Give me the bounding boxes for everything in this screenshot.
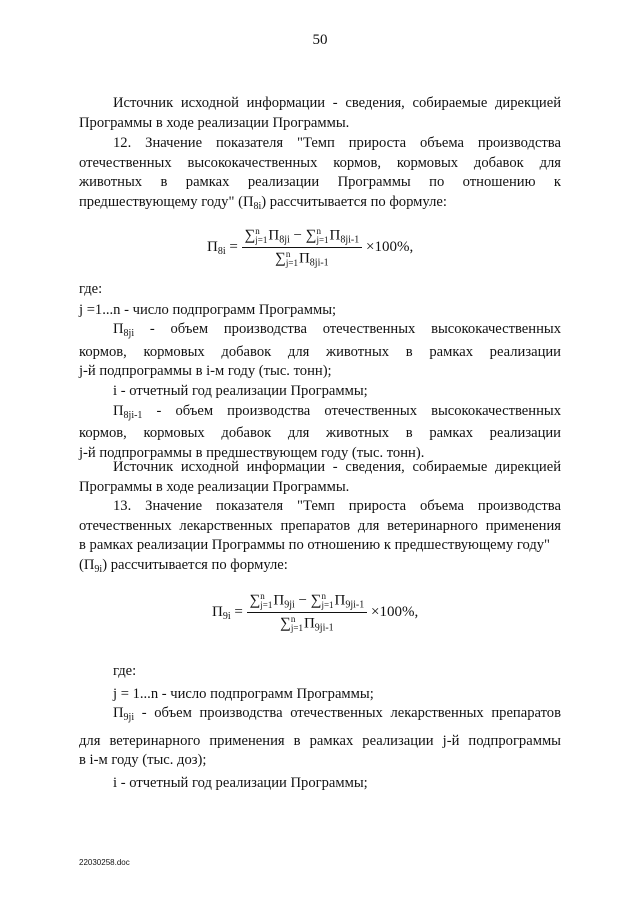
text-line: [79, 193, 561, 213]
formula-equals: =: [234, 603, 243, 620]
def-line: [79, 704, 561, 724]
symbol: П: [83, 556, 95, 573]
def-line: j-й подпрограммы в i-м году (тыс. тонн);: [79, 363, 332, 380]
sum-limits: [286, 250, 298, 268]
text-fragment: - объем производства отечественных высококачественных: [142, 402, 561, 419]
text-line: Источник исходной информации - сведения, собираемые дирекцией: [113, 459, 561, 475]
sum-lower: j=1: [321, 600, 334, 610]
sum-limits: [255, 227, 267, 245]
symbol: П: [113, 321, 124, 338]
minus-sign: −: [294, 592, 311, 609]
formula-denominator: [242, 248, 363, 268]
sum-limits: [321, 592, 333, 610]
def-line: в i-м году (тыс. доз);: [79, 752, 207, 769]
symbol: П: [113, 705, 124, 722]
formula-symbol: П: [303, 615, 315, 632]
sum-upper: n: [290, 614, 296, 624]
formula-lhs: [212, 604, 231, 620]
text-fragment: ) рассчитывается по формуле:: [261, 193, 447, 210]
formula-fraction: [247, 592, 368, 633]
sum-sign: ∑: [275, 250, 286, 267]
source-paragraph-2: [79, 458, 561, 497]
file-name-footer: 22030258.doc: [79, 858, 130, 867]
formula-subscript: 8i: [217, 245, 226, 257]
formula-subscript: 9ji: [284, 599, 295, 611]
formula-symbol: П: [207, 238, 218, 255]
formula-symbol: П: [212, 603, 223, 620]
symbol-subscript: 8ji-1: [123, 409, 143, 421]
sum-limits: [316, 227, 328, 245]
formula-subscript: 9ji-1: [345, 599, 365, 611]
def-line: [79, 320, 561, 340]
sum-sign: ∑: [305, 227, 317, 244]
text-line: в рамках реализации Программы по отношению к предшествующему году": [79, 537, 551, 554]
formula-8i: [207, 227, 413, 268]
sum-upper: n: [260, 591, 265, 601]
formula-subscript: 8ji-1: [340, 234, 360, 246]
sum-lower: j=1: [290, 623, 303, 633]
def-line: [79, 402, 561, 422]
minus-sign: −: [289, 227, 306, 244]
j-definition: j = 1...n - число подпрограмм Программы;: [113, 685, 374, 702]
formula-subscript: 9i: [222, 610, 231, 622]
formula-numerator: [242, 227, 363, 248]
where-label: где:: [79, 281, 103, 297]
def-line: j-й подпрограммы в предшествующем году (тыс. тонн).: [79, 444, 425, 461]
sum-limits: [260, 592, 272, 610]
sum-sign: ∑: [249, 592, 261, 609]
def-line: кормов, кормовых добавок для животных в рамках реализации: [79, 343, 561, 360]
text-line: Программы в ходе реализации Программы.: [79, 478, 350, 495]
text-fragment: - объем производства отечественных высококачественных: [134, 321, 561, 338]
sum-upper: n: [321, 591, 326, 601]
sum-sign: ∑: [244, 227, 256, 244]
text-line: 13. Значение показателя "Темп прироста объема производства: [113, 498, 561, 514]
sum-sign: ∑: [310, 592, 322, 609]
symbol-subscript: 8ji: [123, 328, 135, 340]
sum-lower: j=1: [285, 258, 298, 268]
sum-lower: j=1: [316, 235, 329, 245]
formula-symbol: П: [329, 227, 341, 244]
formula-symbol: П: [298, 250, 310, 267]
formula-equals: =: [229, 238, 238, 255]
text-line: Источник исходной информации - сведения, собираемые дирекцией: [113, 95, 561, 111]
definitions-1: [79, 280, 561, 463]
formula-9i: [212, 592, 418, 633]
indicator-12-paragraph: [79, 134, 561, 212]
formula-symbol: П: [268, 227, 280, 244]
formula-denominator: [247, 613, 368, 633]
page-number: 50: [312, 32, 328, 48]
text-fragment: предшествующему году" (: [79, 193, 243, 210]
i-definition: i - отчетный год реализации Программы;: [113, 774, 368, 791]
text-line: [79, 556, 561, 576]
formula-lhs: [207, 239, 226, 255]
text-line: Программы в ходе реализации Программы.: [79, 114, 350, 131]
sum-lower: j=1: [255, 235, 268, 245]
sum-sign: ∑: [280, 615, 291, 632]
formula-fraction: [242, 227, 363, 268]
formula-symbol: П: [273, 592, 285, 609]
symbol-subscript: 8i: [253, 200, 262, 212]
formula-multiplier: ×100%,: [371, 603, 419, 620]
sum-upper: n: [255, 226, 260, 236]
where-label: где:: [113, 663, 137, 679]
source-paragraph-1: [79, 94, 561, 133]
j-definition: j =1...n - число подпрограмм Программы;: [79, 301, 337, 318]
indicator-13-paragraph: [79, 497, 561, 575]
text-line: животных в рамках реализации Программы по отношению к: [79, 174, 561, 191]
text-fragment: - объем производства отечественных лекарственных препаратов: [134, 705, 561, 722]
symbol: П: [113, 402, 124, 419]
formula-subscript: 8ji: [279, 234, 290, 246]
symbol-subscript: 9i: [94, 563, 103, 575]
text-line: отечественных лекарственных препаратов для ветеринарного применения: [79, 517, 561, 534]
formula-subscript: 9ji-1: [314, 622, 334, 634]
formula-numerator: [247, 592, 368, 613]
definitions-2: [79, 662, 561, 794]
formula-subscript: 8ji-1: [309, 257, 329, 269]
sum-lower: j=1: [260, 600, 273, 610]
text-fragment: (: [79, 556, 84, 573]
symbol: П: [242, 193, 254, 210]
text-fragment: ) рассчитывается по формуле:: [102, 556, 288, 573]
sum-upper: n: [285, 249, 291, 259]
text-line: 12. Значение показателя "Темп прироста объема производства: [113, 135, 561, 151]
def-line: для ветеринарного применения в рамках реализации j-й подпрограммы: [79, 732, 561, 749]
sum-upper: n: [316, 226, 321, 236]
i-definition: i - отчетный год реализации Программы;: [113, 382, 368, 399]
sum-limits: [291, 615, 303, 633]
formula-symbol: П: [334, 592, 346, 609]
symbol-subscript: 9ji: [123, 712, 135, 724]
text-line: отечественных высококачественных кормов, кормовых добавок для: [79, 154, 561, 171]
formula-multiplier: ×100%,: [366, 238, 414, 255]
def-line: кормов, кормовых добавок для животных в рамках реализации: [79, 425, 561, 442]
